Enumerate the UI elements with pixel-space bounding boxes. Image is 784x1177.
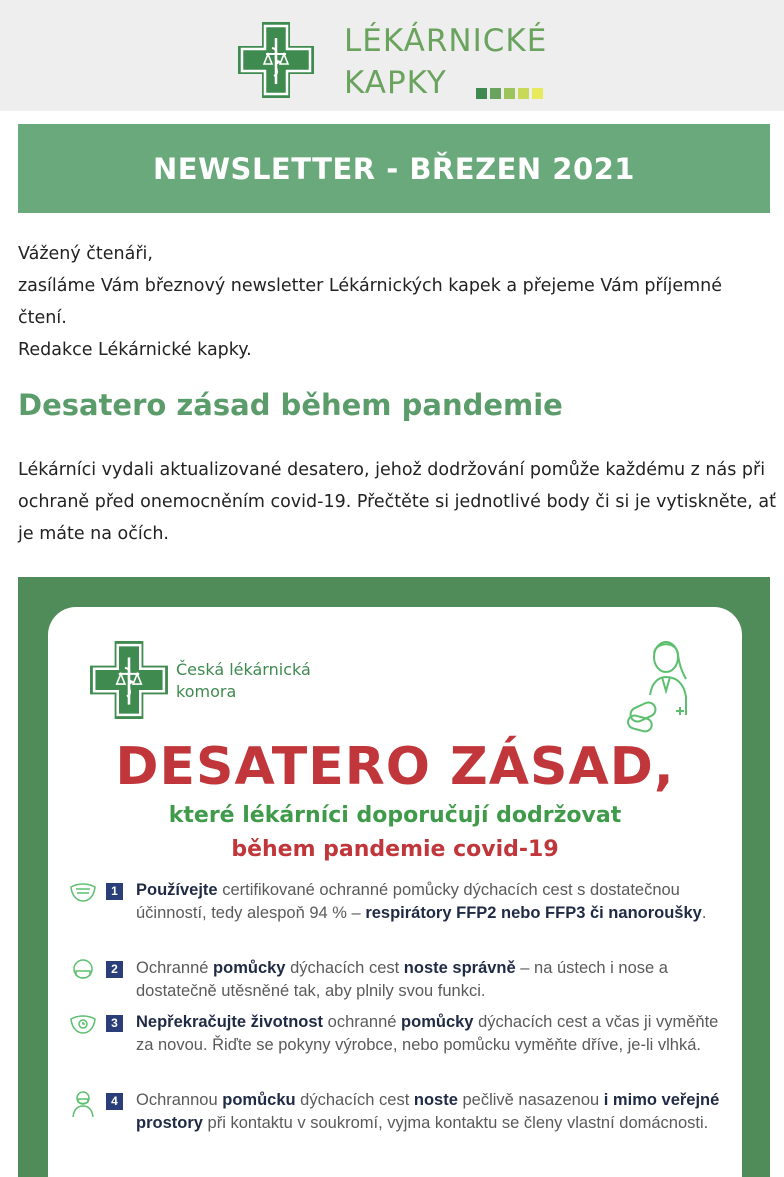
newsletter-title: NEWSLETTER - BŘEZEN 2021 — [152, 151, 635, 186]
rule-text-segment: Používejte — [136, 881, 218, 899]
rule-text-segment: Nepřekračujte životnost — [136, 1013, 324, 1031]
rule-text-segment: noste — [413, 1091, 458, 1109]
intro-text — [18, 238, 770, 366]
chamber-name — [176, 659, 311, 703]
rule-text — [136, 1011, 736, 1057]
poster-subtitle-red: během pandemie covid-19 — [231, 837, 559, 862]
poster-card — [48, 607, 742, 1177]
intro-greeting: Vážený čtenáři, — [18, 244, 153, 264]
poster-subtitle-green: které lékárníci doporučují dodržovat — [168, 803, 622, 828]
rule-text-segment: ochranné — [323, 1013, 402, 1031]
rule-text-segment: dýchacích cest a včas ji vyměňte za novou. Řiďte se pokyny výrobce, nebo pomůcku vyměňte dříve, je-li vlhká. — [136, 1013, 719, 1054]
rule-number: 4 — [106, 1093, 123, 1110]
newsletter-banner — [18, 124, 770, 213]
rule-text-segment: při kontaktu v soukromí, vyjma kontaktu se členy vlastní domácnosti. — [202, 1114, 709, 1132]
rule-number: 2 — [106, 961, 123, 978]
pharmacy-cross-logo-icon[interactable] — [236, 20, 316, 100]
person-mask-icon — [68, 1089, 98, 1117]
chamber-name-line2: komora — [176, 682, 237, 701]
rule-text-segment: dýchacích cest — [295, 1091, 414, 1109]
rule-text-segment: respirátory FFP2 nebo FFP3 či nanoroušky — [365, 904, 702, 922]
brand-line1: LÉKÁRNICKÉ — [344, 23, 548, 59]
intro-signature: Redakce Lékárnické kapky. — [18, 340, 252, 360]
pharmacist-icon — [620, 635, 702, 739]
rule-text-segment: i mimo veřejné prostory — [136, 1091, 720, 1132]
rule-text-segment: pomůcku — [222, 1091, 296, 1109]
rule-text — [136, 879, 736, 925]
rule-text-segment: – na ústech i nose a dostatečně utěsněné tak, aby plnily svou funkci. — [136, 959, 668, 1000]
rule-text-segment: noste správně — [403, 959, 516, 977]
article-title[interactable]: Desatero zásad během pandemie — [18, 388, 563, 422]
chamber-cross-logo-icon — [88, 639, 170, 721]
article-body: Lékárníci vydali aktualizované desatero, jehož dodržování pomůže každému z nás při ochraně před onemocněním covid-19. Přečtěte si jednotlivé body či si je vytiskněte, ať je máte na očích. — [18, 460, 776, 544]
rule-text-segment: pomůcky — [213, 959, 286, 977]
rule-text — [136, 1089, 736, 1135]
chamber-name-line1: Česká lékárnická — [176, 660, 311, 679]
brand-line2: KAPKY — [344, 65, 447, 101]
face-mask-icon — [68, 957, 98, 985]
header-bar — [0, 0, 784, 111]
poster-title: DESATERO ZÁSAD, — [115, 737, 675, 797]
brand-color-squares — [476, 88, 543, 100]
rule-text-segment: . — [701, 904, 707, 922]
rule-text-segment: pečlivě nasazenou — [457, 1091, 604, 1109]
rule-text-segment: certifikované ochranné pomůcky dýchacích cest s dostatečnou účinností, tedy alespoň 94 % – — [136, 881, 680, 922]
rule-number: 1 — [106, 883, 123, 900]
mask-timer-icon — [68, 1011, 98, 1039]
rule-text-segment: Ochrannou — [136, 1091, 223, 1109]
desatero-poster-image[interactable] — [18, 577, 770, 1177]
rule-text-segment: pomůcky — [401, 1013, 474, 1031]
rule-text-segment: dýchacích cest — [285, 959, 404, 977]
mask-icon — [68, 879, 98, 907]
rule-text-segment: Ochranné — [136, 959, 214, 977]
rule-text — [136, 957, 736, 1003]
rule-number: 3 — [106, 1015, 123, 1032]
intro-body: zasíláme Vám březnový newsletter Lékárnických kapek a přejeme Vám příjemné čtení. — [18, 276, 723, 328]
